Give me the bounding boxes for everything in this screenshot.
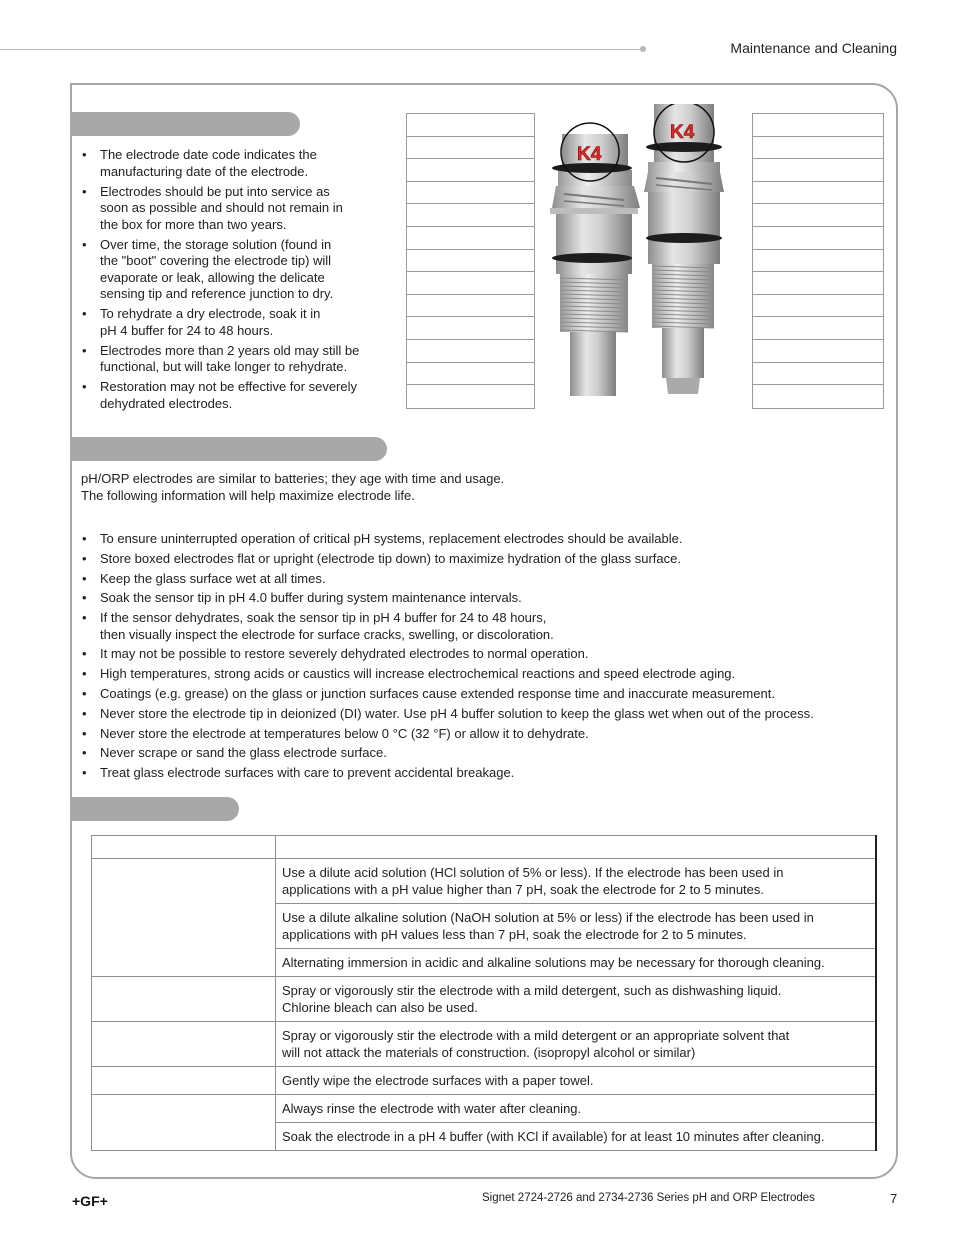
list-item: [72, 237, 397, 303]
table-cell-category: [92, 1067, 276, 1095]
text-line: Use a dilute alkaline solution (NaOH solution at 5% or less) if the electrode has been used in: [282, 910, 814, 925]
text-line: • Restoration may not be effective for severely: [100, 379, 357, 394]
section-tab-date-code: [70, 112, 300, 136]
list-item: [72, 571, 892, 588]
text-line: Gently wipe the electrode surfaces with a paper towel.: [282, 1073, 594, 1088]
grid-cell: [407, 204, 534, 227]
date-code-bullet-list: [72, 147, 397, 416]
table-cell-category: [92, 1022, 276, 1067]
text-line: • High temperatures, strong acids or caustics will increase electrochemical reactions and speed electrode aging.: [100, 666, 736, 682]
grid-cell: [407, 114, 534, 137]
grid-cell: [753, 227, 883, 250]
text-line: • The electrode date code indicates the: [100, 147, 317, 162]
grid-cell: [753, 272, 883, 295]
text-line: • Never store the electrode at temperatures below 0 °C (32 °F) or allow it to dehydrate.: [100, 725, 589, 741]
grid-cell: [407, 159, 534, 182]
table-cell-instruction: [276, 1022, 877, 1067]
list-item: [72, 531, 892, 548]
text-line: manufacturing date of the electrode.: [100, 163, 309, 179]
grid-cell: [753, 182, 883, 205]
text-line: • Treat glass electrode surfaces with care to prevent accidental breakage.: [100, 765, 515, 781]
text-line: • Soak the sensor tip in pH 4.0 buffer during system maintenance intervals.: [100, 590, 522, 606]
grid-cell: [407, 272, 534, 295]
grid-cell: [407, 295, 534, 318]
section-tab-electrode-life: [70, 437, 387, 461]
table-header-row: [92, 836, 877, 859]
grid-cell: [407, 227, 534, 250]
text-line: • To rehydrate a dry electrode, soak it in: [100, 306, 321, 321]
text-line: Use a dilute acid solution (HCl solution of 5% or less). If the electrode has been used in: [282, 865, 784, 880]
table-cell-instruction: [276, 1123, 877, 1151]
text-line: soon as possible and should not remain in: [100, 200, 343, 215]
table-row: [92, 1095, 877, 1123]
text-line: then visually inspect the electrode for surface cracks, swelling, or discoloration.: [100, 626, 554, 642]
grid-cell: [753, 204, 883, 227]
list-item: [72, 706, 892, 723]
text-line: • To ensure uninterrupted operation of critical pH systems, replacement electrodes should be available.: [100, 531, 683, 546]
text-line: the "boot" covering the electrode tip) will: [100, 253, 332, 268]
gf-logo: +GF+: [72, 1193, 108, 1209]
text-line: Spray or vigorously stir the electrode with a mild detergent, such as dishwashing liquid.: [282, 983, 782, 998]
text-line: Alternating immersion in acidic and alkaline solutions may be necessary for thorough cleaning.: [282, 955, 825, 970]
list-item: [72, 745, 892, 762]
text-line: • Coatings (e.g. grease) on the glass or junction surfaces cause extended response time and inaccurate measurement.: [100, 686, 775, 702]
grid-cell: [407, 317, 534, 340]
date-code-label-right: K4: [670, 122, 695, 143]
text-line: Spray or vigorously stir the electrode with a mild detergent or an appropriate solvent that: [282, 1028, 790, 1043]
list-item: [72, 646, 892, 663]
table-cell-category: [92, 859, 276, 977]
header-rule: [0, 49, 642, 50]
text-line: • Electrodes more than 2 years old may still be: [100, 342, 360, 358]
grid-cell: [407, 385, 534, 408]
electrode-date-code-illustration: [548, 104, 748, 402]
table-header-cell: [276, 836, 877, 859]
grid-cell: [753, 317, 883, 340]
text-line: • If the sensor dehydrates, soak the sensor tip in pH 4 buffer for 24 to 48 hours,: [100, 610, 547, 626]
text-line: applications with pH values less than 7 pH, soak the electrode for 2 to 5 minutes.: [282, 927, 747, 942]
table-row: [92, 1067, 877, 1095]
electrode-life-bullet-list: [72, 531, 892, 785]
grid-cell: [753, 250, 883, 273]
list-item: [72, 686, 892, 703]
text-line: • Keep the glass surface wet at all times.: [100, 570, 326, 586]
text-line: dehydrated electrodes.: [100, 395, 233, 411]
list-item: [72, 147, 397, 180]
text-line: • It may not be possible to restore severely dehydrated electrodes to normal operation.: [100, 646, 589, 662]
list-item: [72, 726, 892, 743]
table-row: [92, 1022, 877, 1067]
electrode-left: [550, 134, 640, 396]
list-item: [72, 590, 892, 607]
list-item: [72, 765, 892, 782]
list-item: [72, 610, 892, 643]
text-line: evaporate or leak, allowing the delicate: [100, 269, 325, 285]
date-code-label-left: K4: [577, 144, 602, 165]
text-line: Always rinse the electrode with water after cleaning.: [282, 1101, 582, 1116]
grid-cell: [753, 385, 883, 408]
page-header-title: Maintenance and Cleaning: [730, 40, 897, 56]
text-line: pH 4 buffer for 24 to 48 hours.: [100, 322, 274, 338]
list-item: [72, 379, 397, 412]
text-line: • Electrodes should be put into service as: [100, 183, 330, 199]
list-item: [72, 343, 397, 376]
grid-cell: [407, 250, 534, 273]
list-item: [72, 551, 892, 568]
text-line: • Never store the electrode tip in deionized (DI) water. Use pH 4 buffer solution to keep the glass wet when out of the process.: [100, 705, 814, 721]
table-cell-instruction: [276, 904, 877, 949]
grid-box-left: [406, 113, 535, 409]
grid-cell: [407, 363, 534, 386]
list-item: [72, 666, 892, 683]
grid-cell: [753, 340, 883, 363]
text-line: the box for more than two years.: [100, 216, 287, 232]
footer-document-title: Signet 2724-2726 and 2734-2736 Series pH and ORP Electrodes: [482, 1192, 815, 1204]
grid-cell: [407, 340, 534, 363]
text-line: • Never scrape or sand the glass electrode surface.: [100, 745, 387, 761]
text-line: sensing tip and reference junction to dry.: [100, 286, 334, 301]
table-cell-instruction: [276, 859, 877, 904]
header-rule-dot: [640, 46, 646, 52]
page-number: 7: [890, 1191, 898, 1206]
table-cell-instruction: [276, 1067, 877, 1095]
list-item: [72, 306, 397, 339]
section-tab-cleaning: [70, 797, 239, 821]
table-cell-category: [92, 1095, 276, 1151]
grid-cell: [753, 363, 883, 386]
table-cell-instruction: [276, 949, 877, 977]
grid-box-right: [752, 113, 884, 409]
cleaning-table: [91, 835, 877, 1151]
grid-cell: [407, 137, 534, 160]
electrode-life-intro: [81, 471, 504, 504]
text-line: Soak the electrode in a pH 4 buffer (with KCl if available) for at least 10 minutes after cleaning.: [282, 1129, 825, 1144]
grid-cell: [753, 114, 883, 137]
table-row: [92, 859, 877, 904]
text-line: • Over time, the storage solution (found in: [100, 236, 332, 252]
grid-cell: [407, 182, 534, 205]
grid-cell: [753, 295, 883, 318]
text-line: Chlorine bleach can also be used.: [282, 1000, 478, 1015]
table-cell-category: [92, 977, 276, 1022]
text-line: pH/ORP electrodes are similar to batteries; they age with time and usage.: [81, 471, 505, 486]
text-line: The following information will help maximize electrode life.: [81, 487, 415, 503]
table-cell-instruction: [276, 977, 877, 1022]
text-line: functional, but will take longer to rehydrate.: [100, 359, 348, 374]
grid-cell: [753, 137, 883, 160]
electrode-right: [644, 104, 724, 394]
list-item: [72, 184, 397, 234]
grid-cell: [753, 159, 883, 182]
table-cell-instruction: [276, 1095, 877, 1123]
table-row: [92, 977, 877, 1022]
text-line: • Store boxed electrodes flat or upright (electrode tip down) to maximize hydration of the glass surface.: [100, 550, 681, 566]
text-line: will not attack the materials of construction. (isopropyl alcohol or similar): [282, 1045, 696, 1060]
text-line: applications with a pH value higher than 7 pH, soak the electrode for 2 to 5 minutes.: [282, 882, 765, 897]
table-header-cell: [92, 836, 276, 859]
